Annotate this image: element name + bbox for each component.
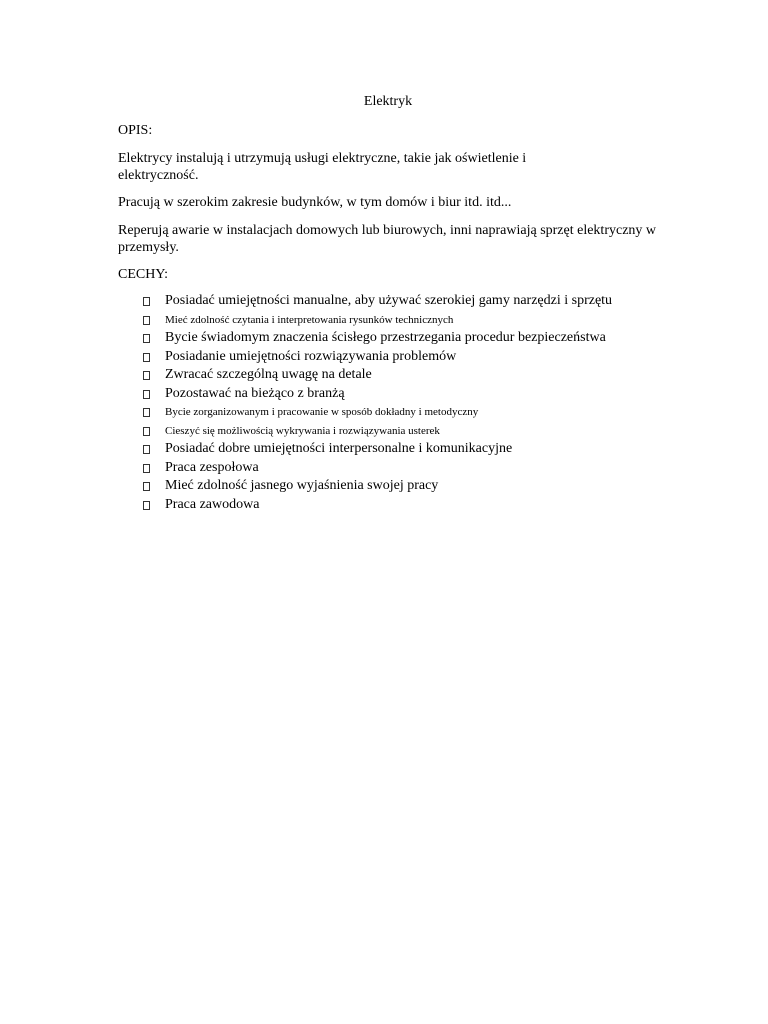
checkbox-bullet-icon — [143, 464, 150, 473]
paragraph-workplaces: Pracują w szerokim zakresie budynków, w tym domów i biur itd. itd... — [118, 195, 512, 210]
trait-text: Pozostawać na bieżąco z branżą — [165, 385, 345, 401]
checkbox-bullet-icon — [143, 316, 150, 325]
paragraph-description: Elektrycy instalują i utrzymują usługi elektryczne, takie jak oświetlenie i elektryczność. — [118, 151, 527, 183]
checkbox-bullet-icon — [143, 408, 150, 417]
checkbox-bullet-icon — [143, 371, 150, 380]
checkbox-bullet-icon — [143, 501, 150, 510]
checkbox-bullet-icon — [143, 297, 150, 306]
trait-text: Praca zespołowa — [165, 459, 259, 475]
trait-text: Posiadanie umiejętności rozwiązywania problemów — [165, 348, 457, 364]
checkbox-bullet-icon — [143, 445, 150, 454]
trait-text: Mieć zdolność czytania i interpretowania rysunków technicznych — [165, 313, 454, 326]
checkbox-bullet-icon — [143, 334, 150, 343]
checkbox-bullet-icon — [143, 390, 150, 399]
checkbox-bullet-icon — [143, 482, 150, 491]
trait-text: Bycie zorganizowanym i pracowanie w sposób dokładny i metodyczny — [165, 406, 479, 418]
trait-text: Posiadać umiejętności manualne, aby używać szerokiej gamy narzędzi i sprzętu — [165, 293, 613, 308]
trait-text: Cieszyć się możliwością wykrywania i rozwiązywania usterek — [165, 424, 440, 437]
trait-text: Praca zawodowa — [165, 496, 260, 512]
checkbox-bullet-icon — [143, 353, 150, 362]
opis-heading: OPIS: — [118, 123, 153, 138]
trait-text: Bycie świadomym znaczenia ścisłego przestrzegania procedur bezpieczeństwa — [165, 330, 606, 345]
paragraph-repairs: Reperują awarie w instalacjach domowych lub biurowych, inni naprawiają sprzęt elektryczny w przemysły. — [118, 223, 657, 255]
trait-text: Mieć zdolność jasnego wyjaśnienia swojej pracy — [165, 478, 439, 493]
document-title: Elektryk — [363, 94, 413, 109]
cechy-heading: CECHY: — [118, 267, 169, 282]
trait-text: Zwracać szczególną uwagę na detale — [165, 367, 372, 382]
checkbox-bullet-icon — [143, 427, 150, 436]
trait-text: Posiadać dobre umiejętności interpersonalne i komunikacyjne — [165, 441, 513, 456]
